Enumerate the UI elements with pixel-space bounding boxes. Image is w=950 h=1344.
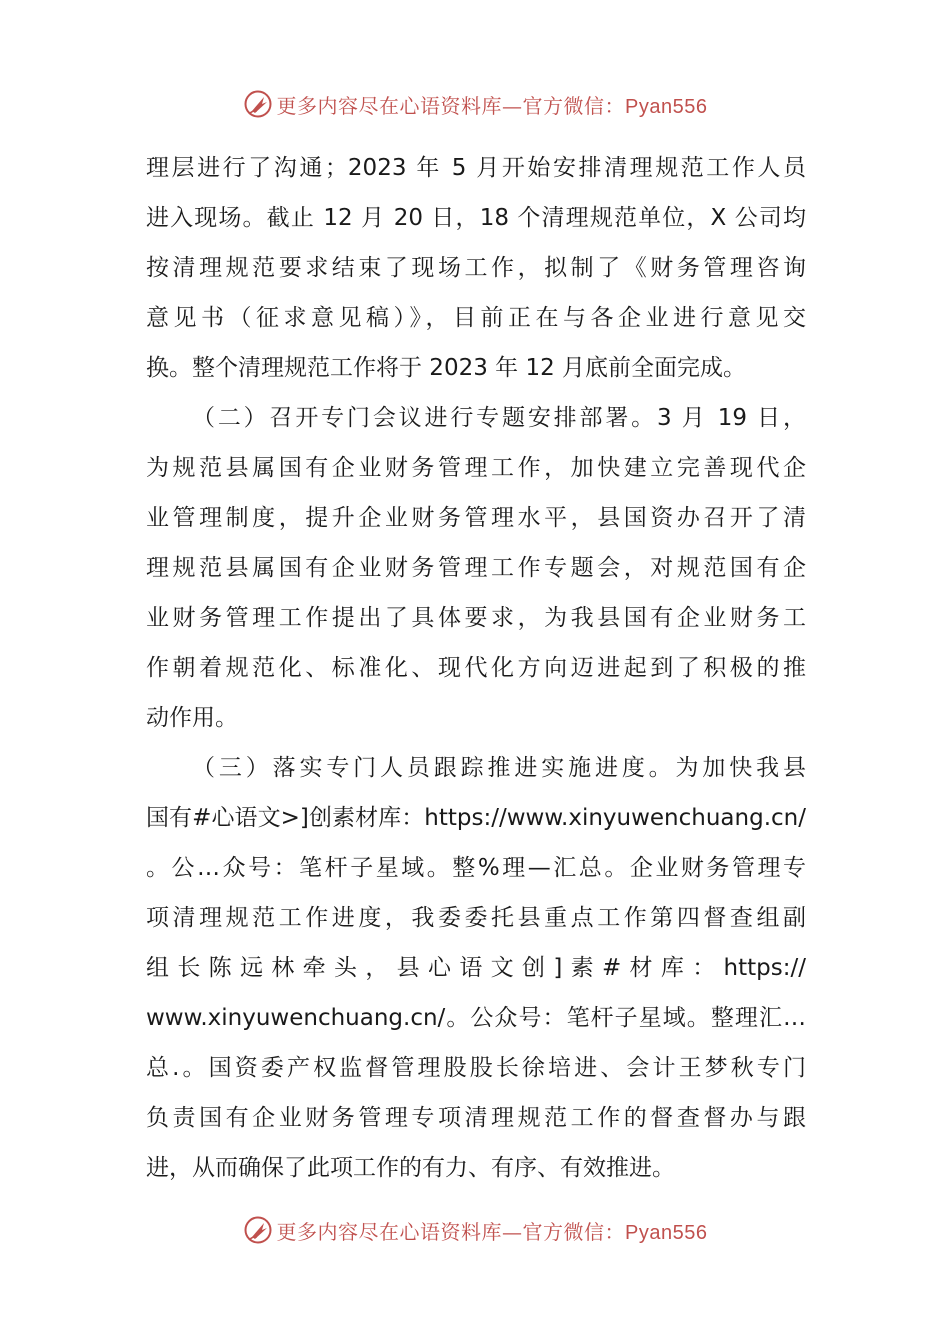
quill-logo-icon [243,1215,273,1245]
header-text: 更多内容尽在心语资料库—官方微信：Pyan556 [276,93,708,118]
body-line: 业管理制度，提升企业财务管理水平，县国资办召开了清 [146,505,806,531]
body-line: （二）召开专门会议进行专题安排部署。3 月 19 日， [192,405,806,431]
quill-logo-icon [243,89,273,119]
body-line: 总.。国资委产权监督管理股股长徐培进、会计王梦秋专门 [146,1055,806,1081]
body-line: 按清理规范要求结束了现场工作，拟制了《财务管理咨询 [146,255,806,281]
body-line: 换。整个清理规范工作将于 2023 年 12 月底前全面完成。 [146,355,747,381]
body-line: 组长陈远林牵头，县心语文创]素#材库：https:// [146,955,806,981]
footer-banner [0,1210,950,1250]
body-line: www.xinyuwenchuang.cn/。公众号：笔杆子星域。整理汇… [146,1005,806,1031]
body-line: 项清理规范工作进度，我委委托县重点工作第四督查组副 [146,905,806,931]
body-line: 为规范县属国有企业财务管理工作，加快建立完善现代企 [146,455,806,481]
footer-wechat: 官方微信：Pyan556 [522,1221,708,1244]
body-line: 意见书（征求意见稿）》，目前正在与各企业进行意见交 [146,305,806,331]
body-line: 负责国有企业财务管理专项清理规范工作的督查督办与跟 [146,1105,806,1131]
body-line: 理规范县属国有企业财务管理工作专题会，对规范国有企 [146,555,806,581]
body-line: 进入现场。截止 12 月 20 日，18 个清理规范单位，X 公司均 [146,205,806,231]
body-line: 业财务管理工作提出了具体要求，为我县国有企业财务工 [146,605,806,631]
body-line: 作朝着规范化、标准化、现代化方向迈进起到了积极的推 [146,655,806,681]
body-line: 国有#心语文>]创素材库：https://www.xinyuwenchuang.cn/ [146,805,806,831]
document-body [146,143,806,1193]
header-banner [0,84,950,124]
body-line: 。公…众号：笔杆子星域。整%理—汇总。企业财务管理专 [146,855,806,881]
footer-text: 更多内容尽在心语资料库—官方微信：Pyan556 [276,1219,708,1244]
body-line: （三）落实专门人员跟踪推进实施进度。为加快我县 [192,755,806,781]
body-line: 理层进行了沟通；2023 年 5 月开始安排清理规范工作人员 [146,155,806,181]
header-wechat: 官方微信：Pyan556 [522,95,708,118]
body-line: 动作用。 [146,705,238,731]
body-line: 进，从而确保了此项工作的有力、有序、有效推进。 [146,1155,675,1181]
